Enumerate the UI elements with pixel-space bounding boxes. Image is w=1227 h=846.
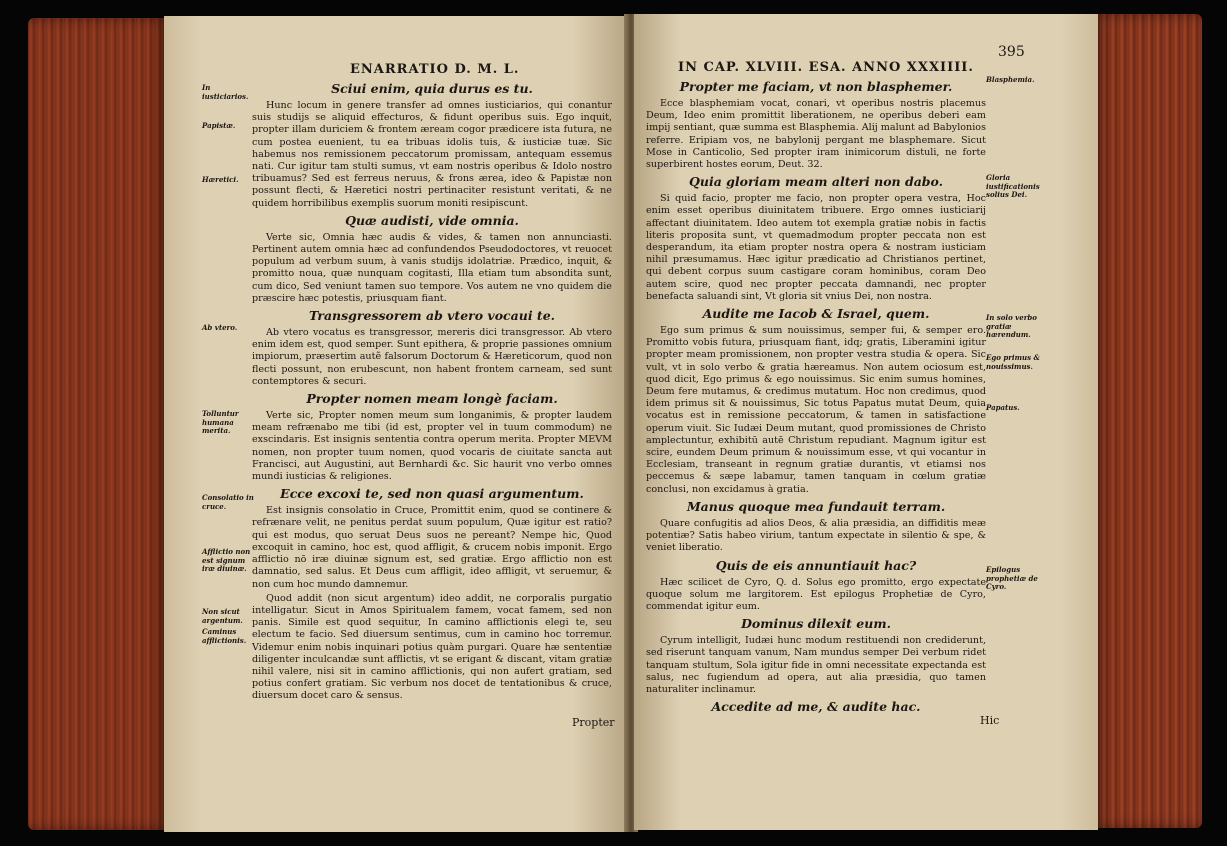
margin-note: Papistæ. [202,121,236,130]
margin-note: Non sicut argentum. [202,607,243,625]
lemma-heading: Ecce excoxi te, sed non quasi argumentum. [280,486,584,502]
commentary-paragraph: Si quid facio, propter me facio, non propter opera vestra, Hoc enim esset operibus diuinitatem tribuere. Ergo omnes iusticiarij affectant diuinitatem. Ideo autem tot exempla gratiæ nobis in factis literis proposita sunt, vt quemadmodum propter peccata non est desperandum, ita etiam propter nostra opera & nostram iusticiam nihil præsumamus. Hæc igitur prædicatio ad Christianos pertinet, qui debent corpus suum castigare coram hominibus, coram Deo autem scire, quod nec propter peccata damnandi, nec propter benefacta saluandi sint, Vt gloria sit vnius Dei, non nostra. [646,193,986,302]
commentary-paragraph: Verte sic, Omnia hæc audis & vides, & tamen non annunciasti. Pertinent autem omnia hæc ad confundendos Pseudodoctores, vt reuocet populum ad verbum suum, à vanis studijs idolatriæ. Prædico, inquit, & promitto noua, quæ nunquam cogitasti, Illa etiam tum absondita sunt, cum dico, Sed veniunt tamen suo tempore. Vos autem ne vno quidem die præscire hæc potestis, priusquam fiant. [252,231,612,304]
margin-note: In iusticiarios. [202,83,249,101]
lemma-heading: Dominus dilexit eum. [741,616,891,632]
running-header-left: ENARRATIO D. M. L. [350,62,520,77]
margin-note: Gloria iustificationis solius Dei. [986,173,1040,199]
commentary-paragraph: Est insignis consolatio in Cruce, Promittit enim, quod se continere & refrænare velit, ne penitus perdat suum populum, Quæ igitur est ratio? qui est modus, quo seruat Deus suos ne pereant? Nempe hic, Quod excoquit in camino, hoc est, quod affligit, & crucem nobis imponit. Ergo afflictio nō iræ diuinæ signum est, sed gratiæ. Ergo afflictio non est damnatio, sed salus. Et Deus cum affligit, ideo affligit, vt seruemur, & non cum hoc mundo damnemur. [252,505,612,590]
right-page [634,14,1098,830]
margin-note: Afflictio non est signum iræ diuinæ. [202,547,251,573]
catchword-left: Propter [572,716,615,729]
margin-note: In solo verbo gratiæ hærendum. [986,313,1037,339]
lemma-heading: Accedite ad me, & audite hac. [711,699,921,715]
lemma-heading: Audite me Iacob & Israel, quem. [702,306,930,322]
margin-note: Consolatio in cruce. [202,493,254,511]
commentary-paragraph: Hunc locum in genere transfer ad omnes iusticiarios, qui conantur suis studijs se aliquid effecturos, & fidunt operibus suis. Ego inquit, propter illam duriciem & frontem æream cogor prædicere ista futura, ne cum postea euenient, tu ea tribuas idolis tuis, & iusticiæ tuæ. Sic habemus nos remissionem peccatorum promissam, antequam essemus nati. Cur igitur tam stulti sumus, vt eam nostris operibus & Idolo nostro tribuamus? Sed est ferreus neruus, & frons ærea, ideo & Papistæ non possunt flecti, & Hæretici nostri pertinaciter resistunt veritati, & ne quidem horribilibus exemplis suorum moniti resipiscunt. [252,100,612,209]
lemma-heading: Manus quoque mea fundauit terram. [686,498,946,514]
commentary-paragraph: Hæc scilicet de Cyro, Q. d. Solus ego promitto, ergo expectate quoque solum me largitorem. Est epilogus Prophetiæ de Cyro, commendat igitur eum. [646,576,986,612]
lemma-heading: Propter nomen meam longè faciam. [306,391,558,407]
commentary-paragraph: Verte sic, Propter nomen meum sum longanimis, & propter laudem meam refrænabo me tibi (id est, propter vel in tuum commodum) ne exscindaris. Est insignis sententia contra operum merita. Propter MEVM nomen, non propter tuum nomen, quod vocaris de ciuitate sancta aut Francisci, aut Augustini, aut Bernhardi &c. Sic haurit vno verbo omnes mundi iusticias & religiones. [252,410,612,483]
commentary-paragraph: Quare confugitis ad alios Deos, & alia præsidia, an diffiditis meæ potentiæ? Satis habeo virium, tantum expectate in silentio & spe, & veniet liberatio. [646,517,986,554]
lemma-heading: Quæ audisti, vide omnia. [345,212,519,228]
lemma-heading: Propter me faciam, vt non blasphemer. [679,79,953,94]
margin-note: Hæretici. [202,175,239,184]
margin-note: Caminus afflictionis. [202,627,247,645]
margin-note: Ego primus & nouissimus. [986,353,1040,371]
page-number: 395 [998,44,1025,60]
lemma-heading: Quia gloriam meam alteri non dabo. [688,174,944,190]
commentary-paragraph: Ab vtero vocatus es transgressor, mereris dici transgressor. Ab vtero enim idem est, quod semper. Sunt epithera, & proprie passiones omnium impiorum, præsertim autẽ falsorum Doctorum & Hæreticorum, quod non flecti possunt, non erubescunt, non habent frontem carneam, sed sunt contemptores & securi. [252,327,612,387]
commentary-paragraph: Quod addit (non sicut argentum) ideo addit, ne corporalis purgatio intelligatur. Sicut in Amos Spiritualem famem, vocat famem, sed non panis. Simile est quod sequitur, In camino afflictionis elegi te, seu electum te facio. Sed diuersum sentimus, cum in camino hoc torremur. Videmur enim nobis inquinari potius quàm purgari. Quare hæ sententiæ diligenter inculcandæ sunt afflictis, vt se erigant & discant, vitam gratiæ nihil valere, nisi sit in camino afflictionis, qui non aufert gratiam, sed potius confert gratiam. Sic verbum nos docet de tentationibus & cruce, diuersum docet caro & sensus. [252,592,612,702]
book-edge-left [28,18,168,830]
left-text-column [252,78,612,768]
lemma-heading: Transgressorem ab vtero vocaui te. [308,308,556,324]
margin-note: Ab vtero. [202,323,238,332]
lemma-heading: Sciui enim, quia durus es tu. [331,81,533,96]
commentary-paragraph: Ecce blasphemiam vocat, conari, vt operibus nostris placemus Deum, Ideo enim promittit liberationem, ne operibus deberi eam impij sentiant, quæ summa est Blasphemia. Alij malunt ad Babylonios referre. Eripiam vos, ne babylonij pergant me blasphemare. Sicut Mose in Canticolio, Sed propter iram inimicorum distuli, ne forte superbirent hostes eorum, Deut. 32. [646,98,986,171]
right-text-column [646,76,986,766]
running-header-right: IN CAP. XLVIII. ESA. ANNO XXXIIII. [678,60,974,75]
commentary-paragraph: Cyrum intelligit, Iudæi hunc modum restituendi non crediderunt, sed riserunt tanquam vanum, Nam mundus semper Dei verbum ridet tanquam stultum, Sola igitur fide in omni necessitate expectanda est salus, nec fugiendum ad opera, aut alia præsidia, quo tamen naturaliter inclinamur. [646,635,986,695]
margin-note: Papatus. [986,403,1020,412]
book-edge-right [1092,14,1202,828]
margin-note: Epilogus prophetiæ de Cyro. [986,565,1038,591]
lemma-heading: Quis de eis annuntiauit hac? [715,557,917,573]
catchword-right: Hic [980,714,1000,727]
margin-note: Blasphemia. [986,75,1035,84]
commentary-paragraph: Ego sum primus & sum nouissimus, semper fui, & semper ero. Promitto vobis futura, priusquam fiant, idq; gratis, Liberamini igitur propter meam promissionem, non propter vestra studia & opera. Sic vult, vt in solo verbo & gratia hæreamus. Non autem ociosum est, quod dicit, Ego primus & ego nouissimus. Sic enim sumus homines, Deum fere mutamus, & credimus mutatum. Hoc non credimus, quod idem primus sit & nouissimus, Sic totus Papatus mutat Deum, quia vocatus est in remissione peccatorum, & tamen in satisfactione operum viuit. Sic Iudæi Deum mutant, quod promissiones de Christo amplectuntur, exhibitū autē Christum repudiant. Magnum igitur est scire, eundem Deum primum & nouissimum esse, vt qui vocantur in Ecclesiam, transeant in regnum gratiæ durantis, vt etiamsi nos peccemus & sæpe labamur, tamen tanquam in cœlum gratiæ conclusi, non excidamus à gratia. [646,325,986,495]
left-page [164,16,628,832]
margin-note: Tolluntur humana merita. [202,409,239,435]
